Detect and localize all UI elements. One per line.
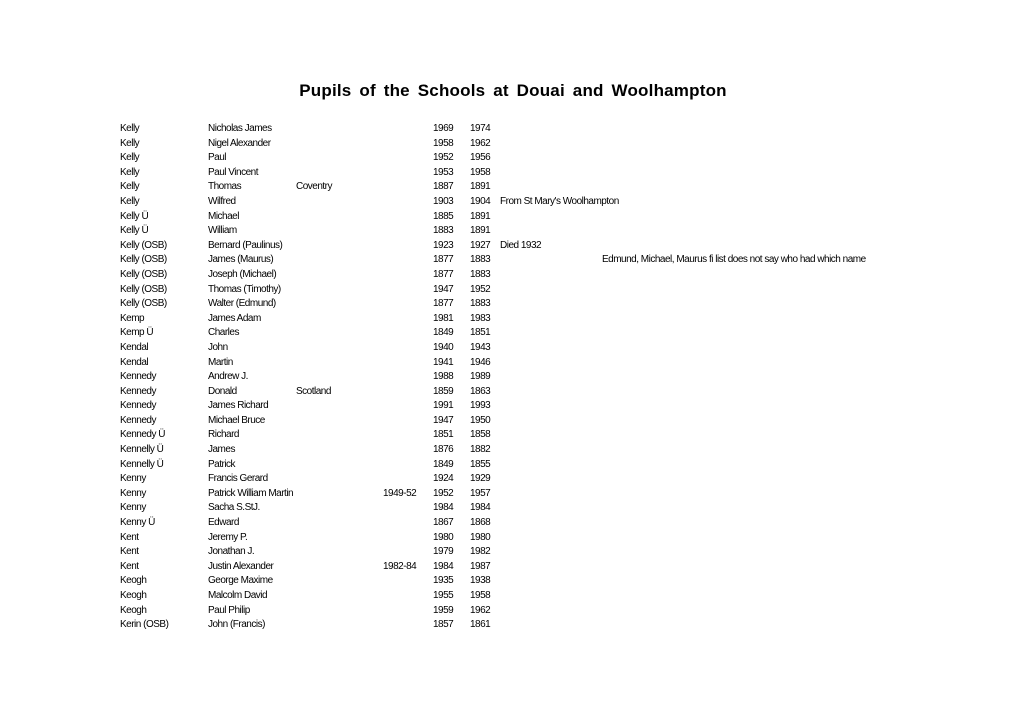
surname-cell: Kelly (OSB) [120, 268, 167, 280]
leaving-year-cell: 1980 [470, 531, 491, 543]
forename-cell: Justin Alexander [208, 560, 274, 572]
list-item [0, 297, 1024, 312]
leaving-year-cell: 1943 [470, 341, 491, 353]
surname-cell: Kelly Ü [120, 210, 149, 222]
forename-cell: Paul [208, 152, 227, 164]
entry-year-cell: 1903 [433, 195, 454, 207]
list-item [0, 487, 1024, 502]
entry-year-cell: 1955 [433, 590, 454, 601]
forename-cell: Thomas [208, 181, 242, 193]
forename-cell: Charles [208, 327, 239, 339]
forename-cell: Francis Gerard [208, 473, 268, 485]
forename-cell: Nicholas James [208, 123, 272, 134]
forename-cell: Joseph (Michael) [208, 268, 277, 280]
list-item [0, 370, 1024, 385]
forename-cell: Bernard (Paulinus) [208, 239, 283, 251]
list-item [0, 618, 1024, 633]
forename-cell: Patrick William Martin [208, 487, 294, 499]
forename-cell: Andrew J. [208, 371, 248, 383]
list-item [0, 224, 1024, 239]
entry-year-cell: 1876 [433, 444, 454, 456]
forename-cell: Jonathan J. [208, 546, 255, 558]
entry-year-cell: 1849 [433, 327, 454, 339]
surname-cell: Kemp Ü [120, 327, 154, 339]
leaving-year-cell: 1891 [470, 181, 491, 193]
surname-cell: Kennedy [120, 385, 156, 397]
entry-year-cell: 1952 [433, 487, 454, 499]
leaving-year-cell: 1983 [470, 312, 491, 324]
entry-year-cell: 1988 [433, 371, 454, 383]
leaving-year-cell: 1883 [470, 254, 491, 266]
list-item [0, 399, 1024, 414]
surname-cell: Kelly (OSB) [120, 298, 167, 310]
leaving-year-cell: 1962 [470, 604, 491, 616]
entry-year-cell: 1952 [433, 152, 454, 164]
entry-year-cell: 1953 [433, 166, 454, 178]
surname-cell: Keogh [120, 604, 147, 616]
list-item [0, 458, 1024, 473]
surname-cell: Kennelly Ü [120, 458, 164, 470]
entry-year-cell: 1941 [433, 356, 454, 368]
list-item [0, 356, 1024, 371]
note-cell: From St Mary's Woolhampton [500, 195, 619, 207]
leaving-year-cell: 1982 [470, 546, 491, 558]
entry-year-cell: 1887 [433, 181, 454, 193]
pupil-list [0, 122, 1024, 633]
forename-cell: Donald [208, 385, 237, 397]
entry-year-cell: 1877 [433, 268, 454, 280]
forename-cell: Martin [208, 356, 233, 368]
entry-year-cell: 1980 [433, 531, 454, 543]
entry-year-cell: 1849 [433, 458, 454, 470]
leaving-year-cell: 1938 [470, 575, 491, 587]
surname-cell: Kendal [120, 356, 149, 368]
forename-cell: James Richard [208, 400, 269, 412]
list-item [0, 501, 1024, 516]
surname-cell: Kelly (OSB) [120, 239, 167, 251]
surname-cell: Kenny [120, 502, 146, 514]
leaving-year-cell: 1950 [470, 414, 491, 426]
forename-cell: Michael Bruce [208, 414, 265, 426]
list-item [0, 574, 1024, 589]
entry-year-cell: 1984 [433, 502, 454, 514]
list-item [0, 253, 1024, 268]
list-item [0, 137, 1024, 152]
list-item [0, 312, 1024, 327]
list-item [0, 531, 1024, 546]
entry-year-cell: 1859 [433, 385, 454, 397]
list-item [0, 560, 1024, 575]
forename-cell: Edward [208, 517, 239, 529]
entry-year-cell: 1947 [433, 414, 454, 426]
leaving-year-cell: 1882 [470, 444, 491, 456]
entry-year-cell: 1923 [433, 239, 454, 251]
leaving-year-cell: 1957 [470, 487, 491, 499]
forename-cell: Patrick [208, 458, 236, 470]
list-item [0, 239, 1024, 254]
list-item [0, 545, 1024, 560]
surname-cell: Kelly [120, 137, 140, 149]
forename-cell: Malcolm David [208, 590, 268, 601]
remark-cell: Edmund, Michael, Maurus fi list does not say who had which name [602, 254, 866, 266]
surname-cell: Keogh [120, 590, 147, 601]
leaving-year-cell: 1962 [470, 137, 491, 149]
leaving-year-cell: 1927 [470, 239, 491, 251]
forename-cell: Nigel Alexander [208, 137, 271, 149]
forename-cell: James (Maurus) [208, 254, 274, 266]
surname-cell: Kenny [120, 487, 146, 499]
place-cell: Coventry [296, 181, 333, 193]
surname-cell: Kelly [120, 166, 140, 178]
list-item [0, 516, 1024, 531]
forename-cell: Paul Philip [208, 604, 250, 616]
leaving-year-cell: 1958 [470, 590, 491, 601]
leaving-year-cell: 1929 [470, 473, 491, 485]
entry-year-cell: 1940 [433, 341, 454, 353]
entry-year-cell: 1935 [433, 575, 454, 587]
entry-year-cell: 1885 [433, 210, 454, 222]
entry-year-cell: 1851 [433, 429, 454, 441]
list-item [0, 326, 1024, 341]
entry-year-cell: 1883 [433, 225, 454, 237]
list-item [0, 210, 1024, 225]
surname-cell: Kelly [120, 123, 140, 134]
leaving-year-cell: 1868 [470, 517, 491, 529]
entry-year-cell: 1924 [433, 473, 454, 485]
leaving-year-cell: 1891 [470, 210, 491, 222]
surname-cell: Kenny Ü [120, 517, 155, 529]
leaving-year-cell: 1891 [470, 225, 491, 237]
leaving-year-cell: 1958 [470, 166, 491, 178]
entry-year-cell: 1857 [433, 619, 454, 631]
surname-cell: Kerin (OSB) [120, 619, 169, 631]
list-item [0, 472, 1024, 487]
surname-cell: Kelly (OSB) [120, 254, 167, 266]
leaving-year-cell: 1863 [470, 385, 491, 397]
entry-year-cell: 1991 [433, 400, 454, 412]
entry-year-cell: 1877 [433, 254, 454, 266]
surname-cell: Kelly [120, 181, 140, 193]
leaving-year-cell: 1956 [470, 152, 491, 164]
list-item [0, 122, 1024, 137]
leaving-year-cell: 1855 [470, 458, 491, 470]
forename-cell: James Adam [208, 312, 261, 324]
leaving-year-cell: 1904 [470, 195, 491, 207]
leaving-year-cell: 1858 [470, 429, 491, 441]
entry-year-cell: 1984 [433, 560, 454, 572]
surname-cell: Kelly [120, 195, 140, 207]
surname-cell: Kelly [120, 152, 140, 164]
leaving-year-cell: 1883 [470, 298, 491, 310]
forename-cell: William [208, 225, 237, 237]
leaving-year-cell: 1952 [470, 283, 491, 295]
entry-year-cell: 1947 [433, 283, 454, 295]
list-item [0, 341, 1024, 356]
forename-cell: James [208, 444, 235, 456]
entry-year-cell: 1981 [433, 312, 454, 324]
surname-cell: Kent [120, 531, 139, 543]
entry-year-cell: 1969 [433, 123, 454, 134]
leaving-year-cell: 1989 [470, 371, 491, 383]
surname-cell: Kenny [120, 473, 146, 485]
prior-years-cell: 1982-84 [383, 560, 417, 572]
leaving-year-cell: 1974 [470, 123, 491, 134]
list-item [0, 180, 1024, 195]
entry-year-cell: 1979 [433, 546, 454, 558]
list-item [0, 283, 1024, 298]
forename-cell: Thomas (Timothy) [208, 283, 281, 295]
surname-cell: Kennelly Ü [120, 444, 164, 456]
list-item [0, 589, 1024, 604]
leaving-year-cell: 1851 [470, 327, 491, 339]
list-item [0, 151, 1024, 166]
surname-cell: Kendal [120, 341, 149, 353]
list-item [0, 385, 1024, 400]
leaving-year-cell: 1993 [470, 400, 491, 412]
surname-cell: Kent [120, 560, 139, 572]
list-item [0, 166, 1024, 181]
list-item [0, 414, 1024, 429]
place-cell: Scotland [296, 385, 331, 397]
forename-cell: John [208, 341, 228, 353]
leaving-year-cell: 1984 [470, 502, 491, 514]
entry-year-cell: 1877 [433, 298, 454, 310]
leaving-year-cell: 1946 [470, 356, 491, 368]
surname-cell: Kelly Ü [120, 225, 149, 237]
surname-cell: Kent [120, 546, 139, 558]
forename-cell: Wilfred [208, 195, 236, 207]
prior-years-cell: 1949-52 [383, 487, 417, 499]
note-cell: Died 1932 [500, 239, 542, 251]
list-item [0, 443, 1024, 458]
forename-cell: Michael [208, 210, 239, 222]
surname-cell: Kennedy [120, 371, 156, 383]
forename-cell: Jeremy P. [208, 531, 248, 543]
surname-cell: Kemp [120, 312, 145, 324]
surname-cell: Kennedy [120, 400, 156, 412]
leaving-year-cell: 1883 [470, 268, 491, 280]
entry-year-cell: 1959 [433, 604, 454, 616]
forename-cell: John (Francis) [208, 619, 265, 631]
list-item [0, 428, 1024, 443]
list-item [0, 604, 1024, 619]
page-title: Pupils of the Schools at Douai and Woolhampton [299, 81, 727, 100]
forename-cell: Richard [208, 429, 239, 441]
forename-cell: Sacha S.StJ. [208, 502, 260, 514]
forename-cell: Walter (Edmund) [208, 298, 276, 310]
surname-cell: Kennedy Ü [120, 429, 165, 441]
list-item [0, 268, 1024, 283]
entry-year-cell: 1867 [433, 517, 454, 529]
surname-cell: Kennedy [120, 414, 156, 426]
entry-year-cell: 1958 [433, 137, 454, 149]
leaving-year-cell: 1987 [470, 560, 491, 572]
surname-cell: Keogh [120, 575, 147, 587]
list-item [0, 195, 1024, 210]
forename-cell: Paul Vincent [208, 166, 258, 178]
surname-cell: Kelly (OSB) [120, 283, 167, 295]
leaving-year-cell: 1861 [470, 619, 491, 631]
forename-cell: George Maxime [208, 575, 273, 587]
